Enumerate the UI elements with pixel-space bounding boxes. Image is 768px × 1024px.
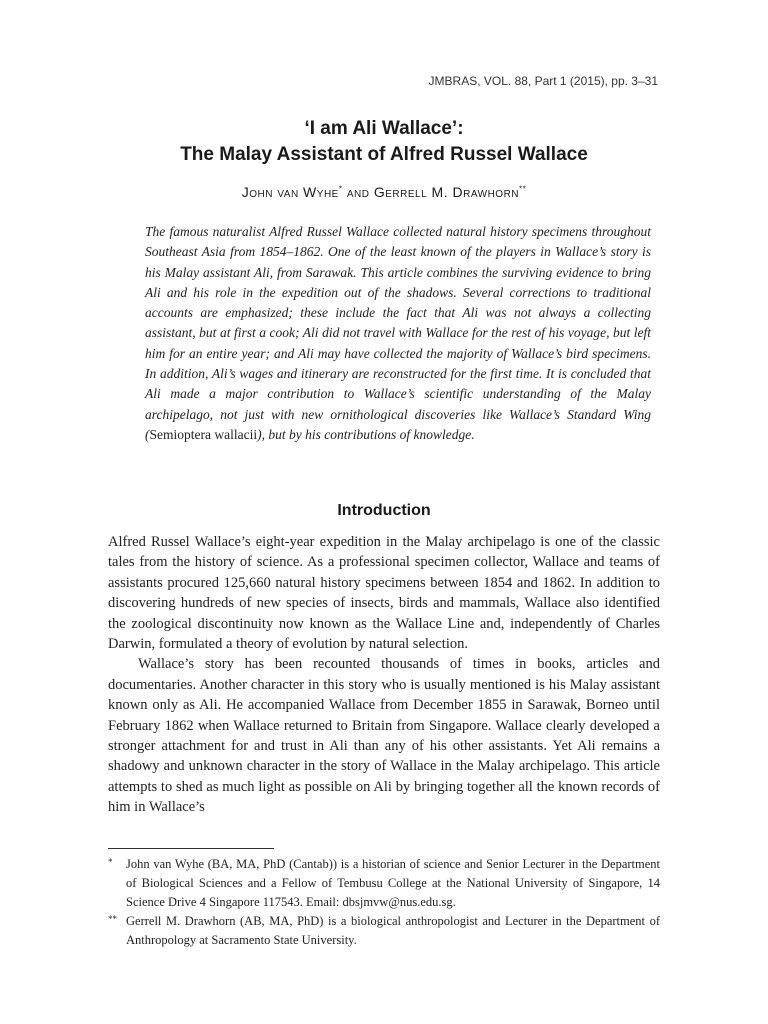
author-line [0,184,768,200]
footnote-text: Gerrell M. Drawhorn (AB, MA, PhD) is a biological anthropologist and Lecturer in the Department of Anthropology at Sacramento State University. [126,914,660,947]
author-conjunction: and [346,184,370,200]
footnote-divider [108,848,274,849]
title-line-1: ‘I am Ali Wallace’: [304,118,464,139]
introduction-body [108,532,660,818]
footnote-2 [108,912,660,950]
body-paragraph: Alfred Russel Wallace’s eight-year expedition in the Malay archipelago is one of the classic tales from the history of science. As a professional specimen collector, Wallace and teams of assistants procured 125,660 natural history specimens between 1854 and 1862. In addition to discovering hundreds of new species of insects, birds and mammals, Wallace also identified the zoological discontinuity now known as the Wallace Line and, independently of Charles Darwin, formulated a theory of evolution by natural selection. [108,534,660,653]
article-title [0,116,768,168]
body-paragraph: Wallace’s story has been recounted thousands of times in books, articles and documentaries. Another character in this story who is usually mentioned is his Malay assistant known only as Ali. He accompanied Wallace from December 1855 in Sarawak, Borneo until February 1862 when Wallace returned to Britain from Singapore. Wallace clearly developed a stronger attachment for and trust in Ali than any of his other assistants. Yet Ali remains a shadowy and unknown character in the story of Wallace in the Malay archipelago. This article attempts to shed as much light as possible on Ali by bringing together all the known records of him in Wallace’s [108,656,660,816]
introduction-heading: Introduction [337,502,431,519]
abstract-text-2: ), but by his contributions of knowledge. [257,426,475,442]
author-2-footnote-mark: ** [519,184,527,194]
abstract-text-1: The famous naturalist Alfred Russel Wallace collected natural history specimens throughout Southeast Asia from 1854–1862. One of the least known of the players in Wallace’s story is his Malay assistant Ali, from Sarawak. This article combines the surviving evidence to bring Ali and his role in the expedition out of the shadows. Several corrections to traditional accounts are emphasized; these include the fact that Ali was not always a collecting assistant, but at first a cook; Ali did not travel with Wallace for the rest of his voyage, but left him for an entire year; and Ali may have collected the majority of Wallace’s bird specimens. In addition, Ali’s wages and itinerary are reconstructed for the first time. It is concluded that Ali made a major contribution to Wallace’s scientific understanding of the Malay archipelago, not just with new ornithological discoveries like Wallace’s Standard Wing ( [145,224,651,442]
abstract [145,222,651,445]
footnote-mark: ** [108,914,117,924]
title-line-2: The Malay Assistant of Alfred Russel Wallace [180,144,588,165]
author-2-name: Gerrell M. Drawhorn [373,184,520,200]
footnotes [108,855,660,950]
abstract-species-name: Semioptera wallacii [149,426,258,442]
footnote-text: John van Wyhe (BA, MA, PhD (Cantab)) is a historian of science and Senior Lecturer in the Department of Biological Sciences and a Fellow of Tembusu College at the National University of Singapore, 14 Science Drive 4 Singapore 117543. Email: dbsjmvw@nus.edu.sg. [126,857,660,909]
footnote-mark: * [108,857,113,867]
footnote-1 [108,855,660,912]
author-1-footnote-mark: * [338,184,343,194]
author-1-name: John van Wyhe [241,184,339,200]
journal-reference: JMBRAS, VOL. 88, Part 1 (2015), pp. 3–31 [428,74,658,88]
